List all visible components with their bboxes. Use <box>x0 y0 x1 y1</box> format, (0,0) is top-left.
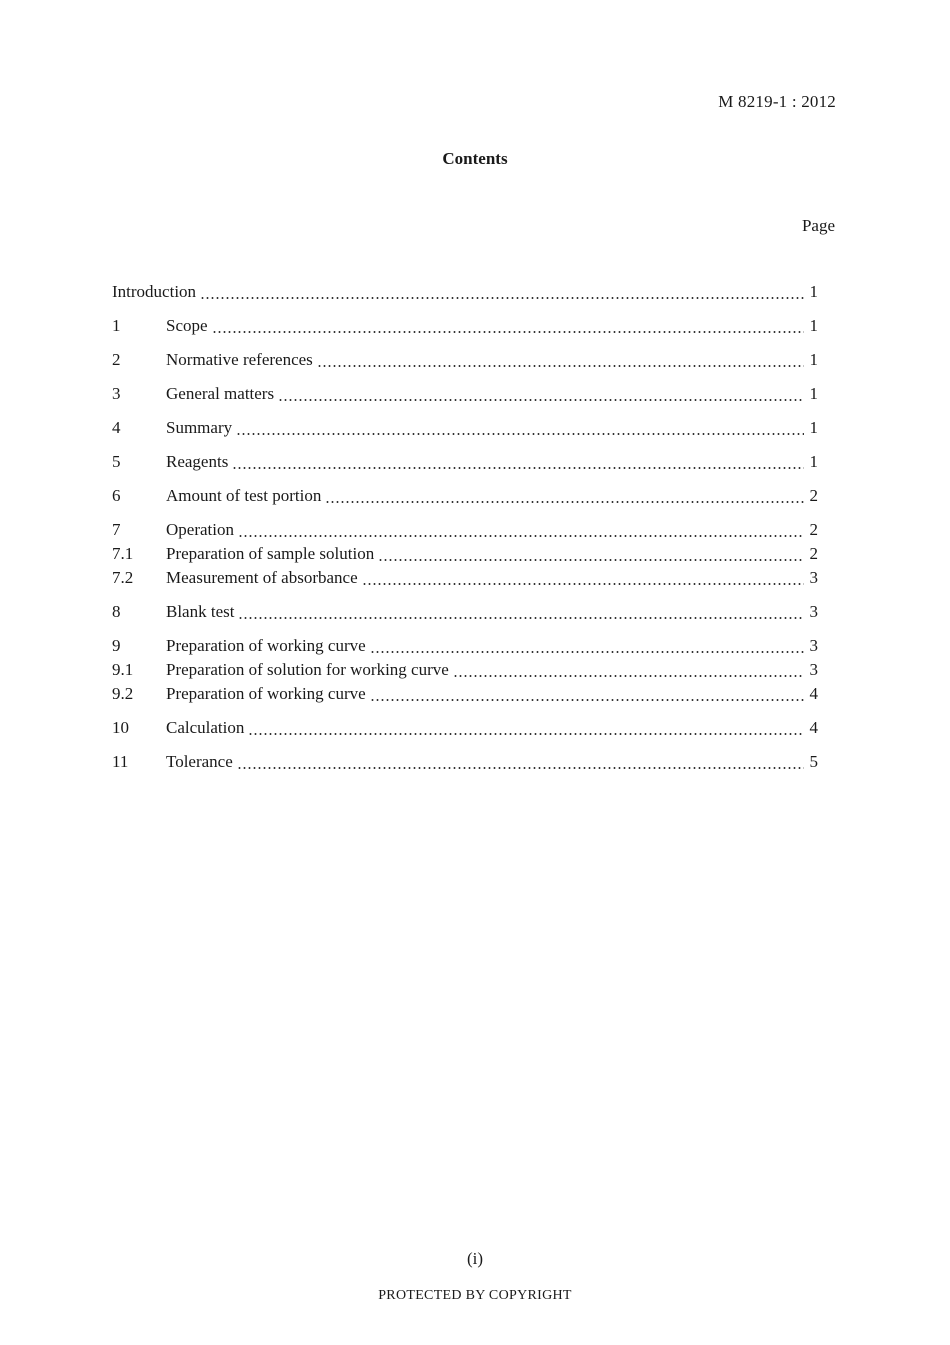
toc-entry-page: 3 <box>809 602 818 621</box>
dot-leader <box>325 501 804 503</box>
dot-leader <box>236 433 804 435</box>
dot-leader <box>238 535 804 537</box>
toc-entry-title: Preparation of working curve <box>166 684 366 703</box>
toc-entry-number: 3 <box>112 384 121 403</box>
toc-entry-number: 1 <box>112 316 121 335</box>
toc-entry[interactable] <box>112 636 818 660</box>
toc-entry[interactable] <box>112 602 818 626</box>
toc-entry-title: Preparation of sample solution <box>166 544 375 563</box>
toc-entry-page: 3 <box>809 636 818 655</box>
copyright-notice: PROTECTED BY COPYRIGHT <box>378 1288 572 1303</box>
toc-entry[interactable] <box>112 520 818 544</box>
table-of-contents <box>112 282 818 776</box>
toc-entry-page: 1 <box>809 282 818 301</box>
toc-entry-page: 3 <box>809 660 818 679</box>
toc-entry[interactable] <box>112 684 818 708</box>
toc-entry-title: Reagents <box>166 452 229 471</box>
toc-entry[interactable] <box>112 568 818 592</box>
toc-entry-number: 8 <box>112 602 121 621</box>
dot-leader <box>370 651 804 653</box>
toc-entry-page: 1 <box>809 418 818 437</box>
toc-entry-number: 7.1 <box>112 544 134 563</box>
toc-entry-title: Summary <box>166 418 233 437</box>
toc-entry-page: 2 <box>809 520 818 539</box>
toc-entry[interactable] <box>112 452 818 476</box>
toc-entry-number: 6 <box>112 486 121 505</box>
toc-entry-number: 9.2 <box>112 684 134 703</box>
dot-leader <box>237 767 804 769</box>
dot-leader <box>238 617 804 619</box>
toc-entry-title: Preparation of working curve <box>166 636 366 655</box>
toc-entry-number: 7 <box>112 520 121 539</box>
toc-entry[interactable] <box>112 544 818 568</box>
dot-leader <box>378 559 804 561</box>
page-title: Contents <box>442 149 508 168</box>
dot-leader <box>248 733 804 735</box>
toc-entry-number: 9 <box>112 636 121 655</box>
dot-leader <box>317 365 804 367</box>
toc-entry[interactable] <box>112 718 818 742</box>
toc-entry-number: 5 <box>112 452 121 471</box>
toc-entry-title: Measurement of absorbance <box>166 568 358 587</box>
dot-leader <box>278 399 804 401</box>
toc-entry-number: 2 <box>112 350 121 369</box>
toc-entry[interactable] <box>112 418 818 442</box>
toc-entry-title: Scope <box>166 316 208 335</box>
toc-entry-page: 2 <box>809 486 818 505</box>
footer-page-number: (i) <box>466 1249 484 1268</box>
toc-entry-title: Calculation <box>166 718 245 737</box>
document-id: M 8219-1 : 2012 <box>718 92 836 111</box>
toc-entry-page: 1 <box>809 452 818 471</box>
toc-entry-number: 4 <box>112 418 121 437</box>
toc-entry-page: 1 <box>809 350 818 369</box>
toc-entry-number: 11 <box>112 752 129 771</box>
dot-leader <box>453 675 804 677</box>
toc-entry-title: Operation <box>166 520 234 539</box>
toc-entry-title: Blank test <box>166 602 235 621</box>
toc-entry-title: Introduction <box>112 282 197 301</box>
toc-entry-title: General matters <box>166 384 275 403</box>
dot-leader <box>212 331 804 333</box>
toc-entry[interactable] <box>112 316 818 340</box>
toc-entry-number: 10 <box>112 718 129 737</box>
toc-entry-number: 9.1 <box>112 660 134 679</box>
dot-leader <box>232 467 804 469</box>
dot-leader <box>200 297 804 299</box>
toc-entry-title: Preparation of solution for working curve <box>166 660 449 679</box>
toc-entry[interactable] <box>112 350 818 374</box>
toc-entry[interactable] <box>112 282 818 306</box>
toc-entry[interactable] <box>112 660 818 684</box>
dot-leader <box>370 699 804 701</box>
toc-entry-title: Normative references <box>166 350 313 369</box>
dot-leader <box>362 583 804 585</box>
toc-entry-page: 4 <box>809 684 818 703</box>
toc-entry-page: 5 <box>809 752 818 771</box>
toc-entry-page: 1 <box>809 384 818 403</box>
toc-entry-page: 1 <box>809 316 818 335</box>
toc-entry-page: 2 <box>809 544 818 563</box>
toc-entry-title: Amount of test portion <box>166 486 322 505</box>
toc-entry-page: 3 <box>809 568 818 587</box>
toc-entry[interactable] <box>112 384 818 408</box>
toc-entry-title: Tolerance <box>166 752 233 771</box>
page-column-label: Page <box>801 216 835 235</box>
toc-entry-number: 7.2 <box>112 568 134 587</box>
toc-entry[interactable] <box>112 486 818 510</box>
toc-entry-page: 4 <box>809 718 818 737</box>
toc-entry[interactable] <box>112 752 818 776</box>
